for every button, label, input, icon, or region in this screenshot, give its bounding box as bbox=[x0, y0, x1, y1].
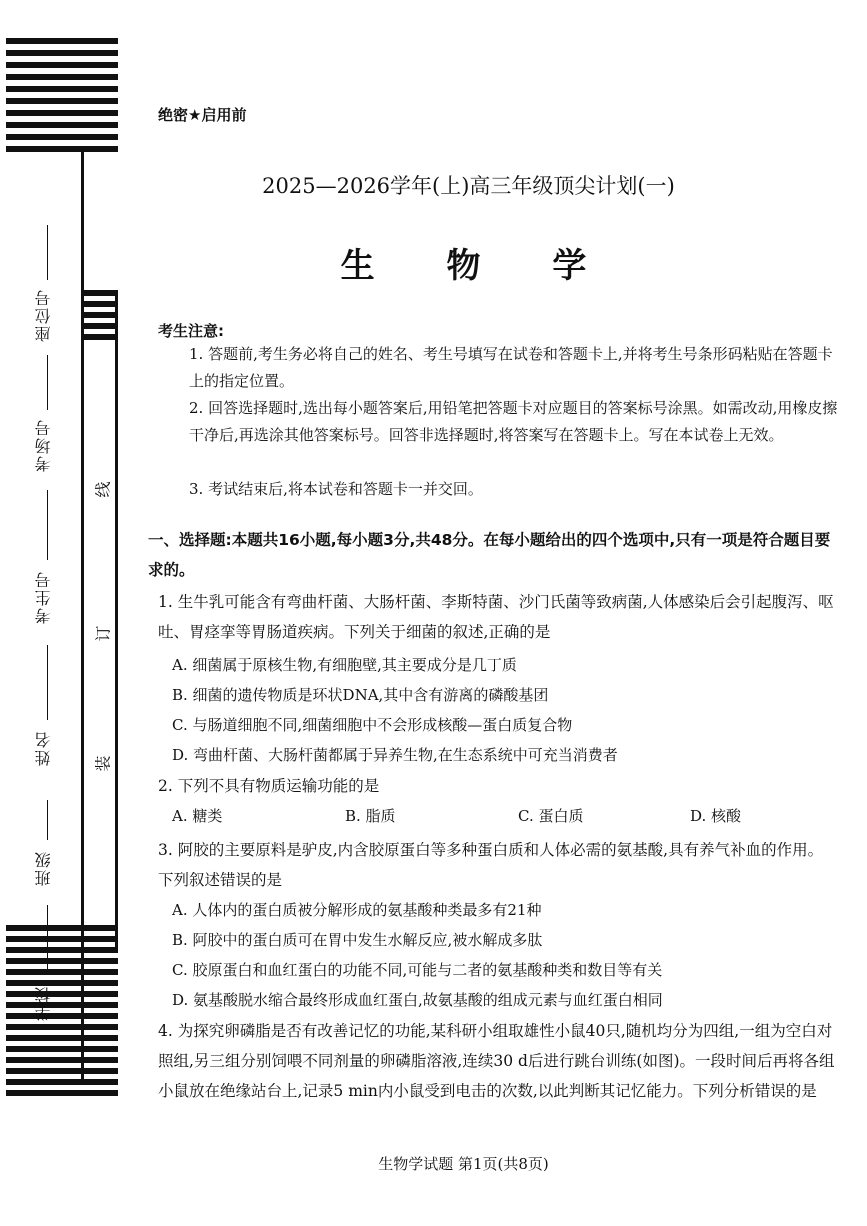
barcode-stripe bbox=[6, 98, 118, 104]
barcode-stripe bbox=[6, 1090, 118, 1096]
question-3-option-d: D. 氨基酸脱水缩合最终形成血红蛋白,故氨基酸的组成元素与血红蛋白相同 bbox=[172, 991, 663, 1009]
barcode-stripe bbox=[6, 38, 118, 44]
notice-item-3: 3. 考试结束后,将本试卷和答题卡一并交回。 bbox=[189, 480, 483, 498]
page-footer: 生物学试题 第1页(共8页) bbox=[378, 1155, 549, 1173]
barcode-stripe bbox=[84, 290, 118, 296]
cut-mark-bind: 装 bbox=[93, 755, 113, 772]
question-2-option-b: B. 脂质 bbox=[345, 807, 396, 825]
barcode-stripe bbox=[6, 1013, 118, 1019]
question-3-option-b: B. 阿胶中的蛋白质可在胃中发生水解反应,被水解成多肽 bbox=[172, 931, 543, 949]
barcode-stripe bbox=[6, 1035, 118, 1041]
candidate-number-line bbox=[47, 490, 48, 560]
binding-border-line bbox=[81, 150, 84, 1080]
field-school: 学校 bbox=[34, 985, 53, 1021]
field-name: 姓名 bbox=[34, 730, 53, 766]
class-line bbox=[47, 800, 48, 840]
barcode-stripe bbox=[6, 1057, 118, 1063]
field-seat-number: 座位号 bbox=[34, 288, 53, 342]
barcode-stripe bbox=[6, 947, 118, 953]
barcode-stripe bbox=[6, 50, 118, 56]
barcode-stripe bbox=[6, 1046, 118, 1052]
barcode-stripe bbox=[6, 110, 118, 116]
barcode-stripe bbox=[6, 74, 118, 80]
question-3-stem: 3. 阿胶的主要原料是驴皮,内含胶原蛋白等多种蛋白质和人体必需的氨基酸,具有养气补血的作用。下列叙述错误的是 bbox=[158, 841, 824, 889]
question-1-stem: 1. 生牛乳可能含有弯曲杆菌、大肠杆菌、李斯特菌、沙门氏菌等致病菌,人体感染后会引起腹泻、呕吐、胃痉挛等胃肠道疾病。下列关于细菌的叙述,正确的是 bbox=[158, 593, 834, 641]
question-2-option-d: D. 核酸 bbox=[690, 807, 742, 825]
notice-heading: 考生注意: bbox=[158, 322, 224, 340]
barcode-stripe bbox=[84, 323, 118, 329]
barcode-stripe bbox=[6, 146, 118, 152]
barcode-stripe bbox=[6, 134, 118, 140]
question-1-option-d: D. 弯曲杆菌、大肠杆菌都属于异养生物,在生态系统中可充当消费者 bbox=[172, 746, 618, 764]
cut-mark-staple: 订 bbox=[93, 625, 113, 642]
subject-title: 生 物 学 bbox=[340, 246, 617, 286]
barcode-stripe bbox=[6, 62, 118, 68]
barcode-stripe bbox=[84, 334, 118, 340]
barcode-stripe bbox=[6, 969, 118, 975]
barcode-stripe bbox=[6, 925, 118, 931]
question-4-stem: 4. 为探究卵磷脂是否有改善记忆的功能,某科研小组取雄性小鼠40只,随机均分为四组,一组为空白对照组,另三组分别饲喂不同剂量的卵磷脂溶液,连续30 d后进行跳台训练(如图)。一段时间后再将各组小鼠放在绝缘站台上,记录5 min内小鼠受到电击的次数,以此判断其记忆能力。下列分析错误的是 bbox=[158, 1022, 835, 1100]
cut-mark-line: 线 bbox=[93, 481, 113, 498]
school-line bbox=[47, 905, 48, 975]
question-1-option-c: C. 与肠道细胞不同,细菌细胞中不会形成核酸—蛋白质复合物 bbox=[172, 716, 573, 734]
question-1-option-b: B. 细菌的遗传物质是环状DNA,其中含有游离的磷酸基团 bbox=[172, 686, 549, 704]
exam-title: 2025—2026学年(上)高三年级顶尖计划(一) bbox=[262, 174, 675, 198]
barcode-stripe bbox=[6, 1002, 118, 1008]
name-line bbox=[47, 645, 48, 720]
notice-item-1: 1. 答题前,考生务必将自己的姓名、考生号填写在试卷和答题卡上,并将考生号条形码粘贴在答题卡上的指定位置。 bbox=[189, 345, 833, 390]
barcode-stripe bbox=[84, 312, 118, 318]
barcode-stripe bbox=[6, 991, 118, 997]
confidential-mark: 绝密★启用前 bbox=[158, 106, 247, 124]
question-2-option-a: A. 糖类 bbox=[172, 807, 223, 825]
barcode-stripe bbox=[6, 1024, 118, 1030]
barcode-stripe bbox=[6, 980, 118, 986]
barcode-stripe bbox=[84, 301, 118, 307]
question-3-option-a: A. 人体内的蛋白质被分解形成的氨基酸种类最多有21种 bbox=[172, 901, 542, 919]
question-2-option-c: C. 蛋白质 bbox=[518, 807, 584, 825]
barcode-stripe bbox=[6, 1068, 118, 1074]
question-1-option-a: A. 细菌属于原核生物,有细胞壁,其主要成分是几丁质 bbox=[172, 656, 517, 674]
barcode-stripe bbox=[6, 86, 118, 92]
section-heading: 一、选择题:本题共16小题,每小题3分,共48分。在每小题给出的四个选项中,只有一项是符合题目要求的。 bbox=[148, 531, 831, 579]
barcode-stripe bbox=[6, 1079, 118, 1085]
barcode-stripe bbox=[6, 122, 118, 128]
field-class: 班级 bbox=[34, 850, 53, 886]
binding-border-line-right bbox=[115, 290, 118, 950]
notice-item-2: 2. 回答选择题时,选出每小题答案后,用铅笔把答题卡对应题目的答案标号涂黑。如需改动,用橡皮擦干净后,再选涂其他答案标号。回答非选择题时,将答案写在答题卡上。写在本试卷上无效。 bbox=[189, 399, 838, 444]
question-2-stem: 2. 下列不具有物质运输功能的是 bbox=[158, 777, 380, 795]
barcode-stripe bbox=[6, 958, 118, 964]
barcode-stripe bbox=[6, 936, 118, 942]
question-3-option-c: C. 胶原蛋白和血红蛋白的功能不同,可能与二者的氨基酸种类和数目等有关 bbox=[172, 961, 663, 979]
field-candidate-number: 考生号 bbox=[34, 570, 53, 624]
field-exam-room: 考场号 bbox=[34, 418, 53, 472]
exam-room-line bbox=[47, 355, 48, 410]
